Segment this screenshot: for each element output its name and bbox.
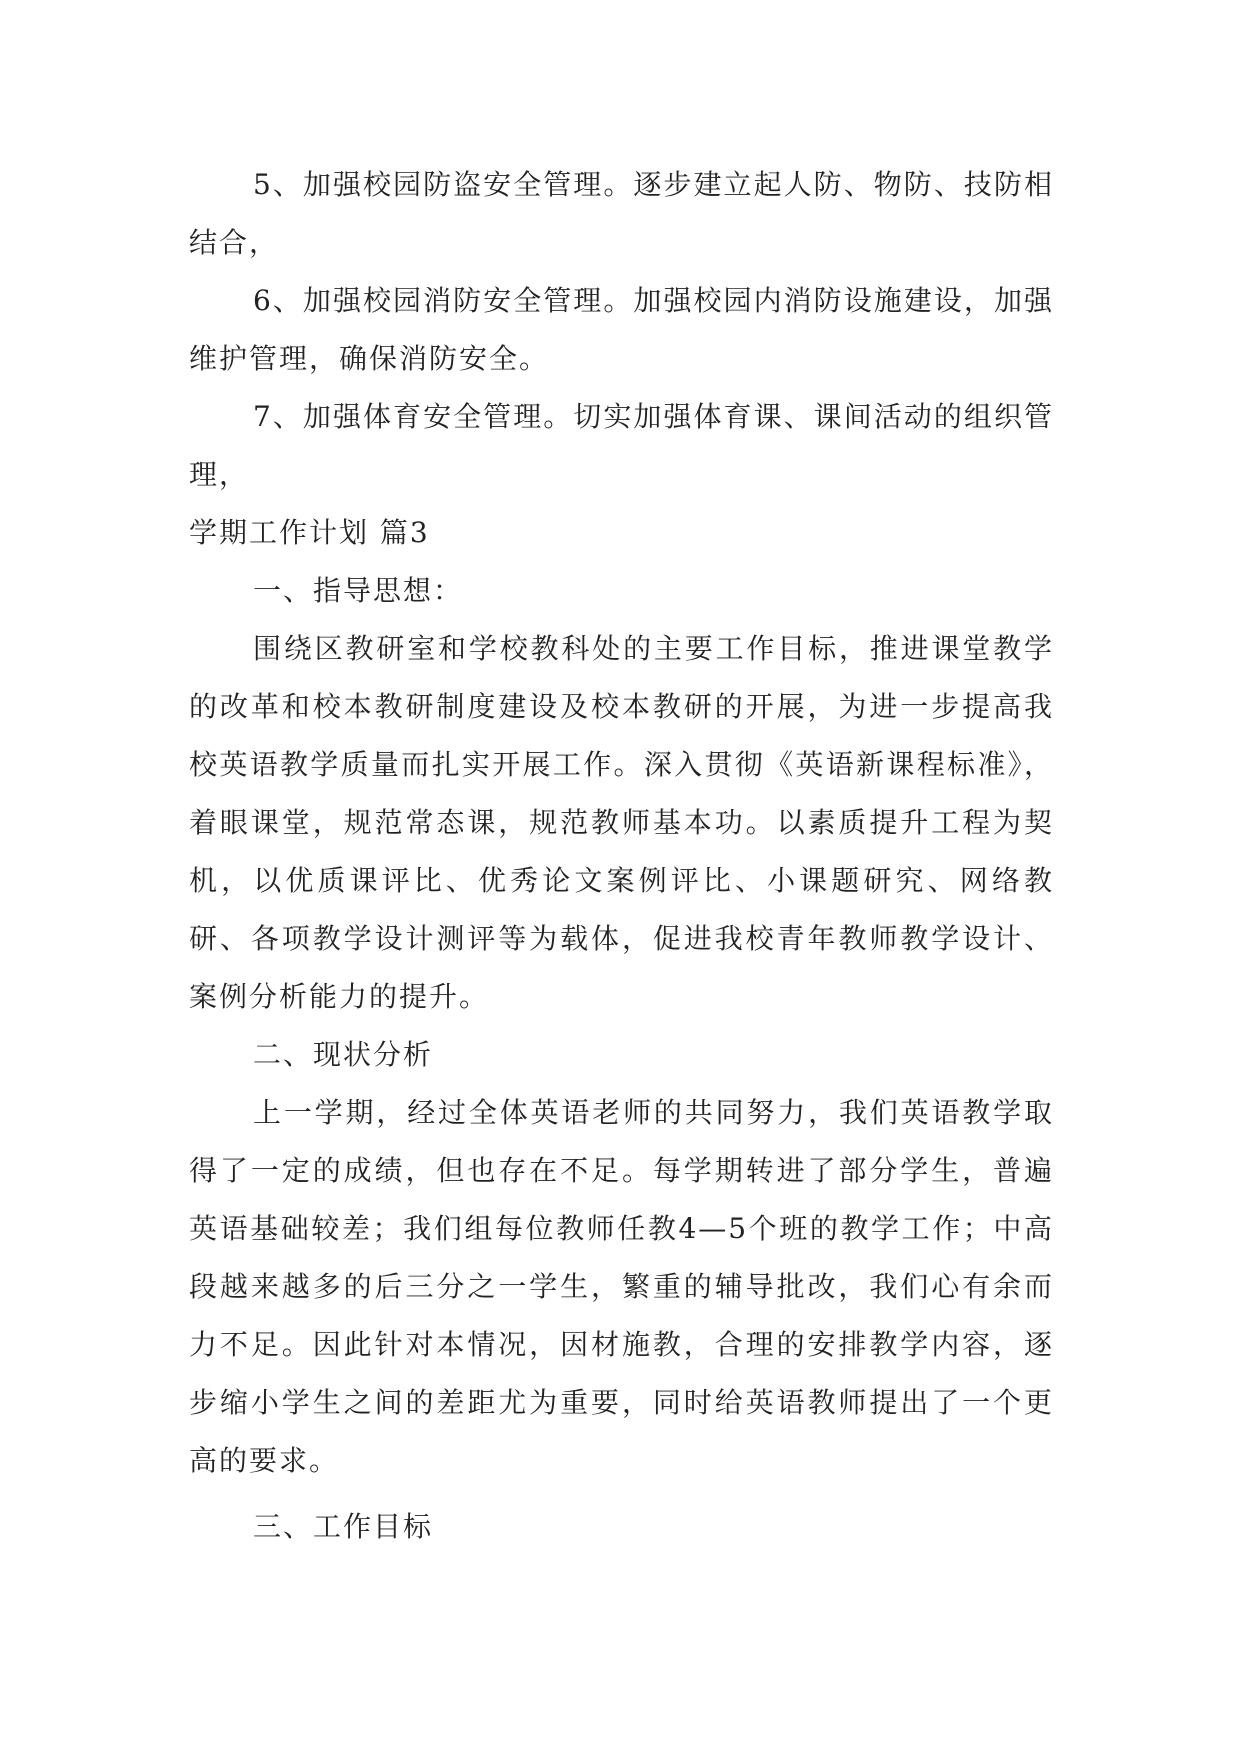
paragraph-item-5: 5、加强校园防盗安全管理。逐步建立起人防、物防、技防相结合， [189,168,1054,259]
spacer [189,1490,1054,1498]
heading-status-analysis: 二、现状分析 [253,1038,434,1071]
paragraph-item-6: 6、加强校园消防安全管理。加强校园内消防设施建设，加强维护管理，确保消防安全。 [189,284,1054,375]
heading-guiding-ideology: 一、指导思想： [253,574,464,607]
heading-work-goals: 三、工作目标 [253,1510,434,1543]
paragraph-item-7: 7、加强体育安全管理。切实加强体育课、课间活动的组织管理， [189,400,1054,491]
paragraph-guiding-ideology: 围绕区教研室和学校教科处的主要工作目标，推进课堂教学的改革和校本教研制度建设及校本教研的开展，为进一步提高我校英语教学质量而扎实开展工作。深入贯彻《英语新课程标准》，着眼课堂，规范常态课，规范教师基本功。以素质提升工程为契机，以优质课评比、优秀论文案例评比、小课题研究、网络教研、各项教学设计测评等为载体，促进我校青年教师教学设计、案例分析能力的提升。 [189,632,1054,1013]
document-body [189,156,1054,1556]
section-heading: 学期工作计划 篇3 [189,516,430,549]
paragraph-status-analysis: 上一学期，经过全体英语老师的共同努力，我们英语教学取得了一定的成绩，但也存在不足。每学期转进了部分学生，普遍英语基础较差；我们组每位教师任教4—5个班的教学工作；中高段越来越多的后三分之一学生，繁重的辅导批改，我们心有余而力不足。因此针对本情况，因材施教，合理的安排教学内容，逐步缩小学生之间的差距尤为重要，同时给英语教师提出了一个更高的要求。 [189,1096,1054,1477]
